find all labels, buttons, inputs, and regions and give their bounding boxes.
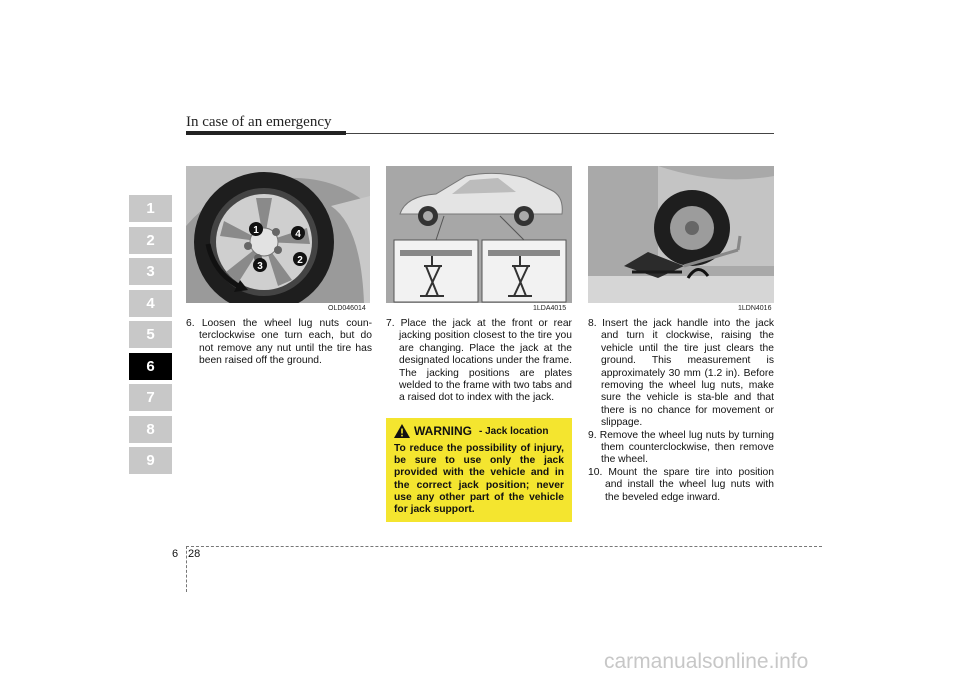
chapter-tab-5[interactable]: 5: [129, 321, 172, 348]
figure-code-2: 1LDA4015: [533, 305, 567, 312]
jack-handle-photo: [588, 166, 774, 303]
step-7: 7. Place the jack at the front or rear jacking position closest to the tire you are changing. Place the jack at the designated locations under the frame. The jacking positions are plates welded to the frame with two tabs and a raised dot to index with the jack.: [386, 318, 572, 404]
column-2: [386, 318, 572, 405]
step-8: 8. Insert the jack handle into the jack and turn it clockwise, raising the vehicle until the tire just clears the ground. This measurement is approximately 30 mm (1.2 in). Before removing the wheel lug nuts, make sure the vehicle is sta-ble and that there is no chance for movement or slippage.: [588, 318, 774, 429]
column-3: [588, 318, 774, 504]
callout-1: [249, 222, 263, 236]
chapter-tab-8[interactable]: 8: [129, 416, 172, 443]
footer-rule: [186, 546, 822, 547]
callout-2: [293, 252, 307, 266]
figure-code-1: OLD046014: [328, 305, 366, 312]
footer-vertical-rule: [186, 546, 187, 592]
svg-text:3: 3: [257, 261, 263, 272]
warning-title: WARNING: [414, 424, 472, 438]
running-header: In case of an emergency: [186, 114, 332, 130]
chapter-tab-6[interactable]: 6: [129, 353, 172, 380]
chapter-tab-4[interactable]: 4: [129, 290, 172, 317]
wheel-lug-nut-photo: [186, 166, 370, 303]
svg-text:1: 1: [253, 225, 259, 236]
svg-text:4: 4: [295, 229, 301, 240]
footer-chapter-number: 6: [172, 548, 179, 560]
jack-position-diagram: [386, 166, 572, 303]
chapter-tab-7[interactable]: 7: [129, 384, 172, 411]
chapter-tab-9[interactable]: 9: [129, 447, 172, 474]
step-6: 6. Loosen the wheel lug nuts coun-terclockwise one turn each, but do not remove any nut until the tire has been raised off the ground.: [186, 318, 372, 367]
callout-3: [253, 258, 267, 272]
header-rule-thick: [186, 131, 346, 135]
callout-4: [291, 226, 305, 240]
column-1: [186, 318, 372, 368]
warning-text: To reduce the possibility of injury, be sure to use only the jack provided with the vehicle and in the correct jack position; never use any other part of the vehicle for jack support.: [394, 443, 564, 516]
chapter-tab-1[interactable]: 1: [129, 195, 172, 222]
chapter-tabs: [129, 195, 172, 479]
watermark: carmanualsonline.info: [604, 650, 809, 673]
chapter-tab-3[interactable]: 3: [129, 258, 172, 285]
footer-page-number: 28: [188, 548, 201, 560]
chapter-tab-2[interactable]: 2: [129, 227, 172, 254]
svg-text:2: 2: [297, 255, 303, 266]
warning-triangle-icon: [394, 424, 410, 438]
step-10: 10. Mount the spare tire into position and install the wheel lug nuts with the beveled edge inward.: [588, 466, 774, 503]
figure-code-3: 1LDN4016: [738, 305, 772, 312]
warning-box: [386, 418, 572, 522]
step-9: 9. Remove the wheel lug nuts by turning them counterclockwise, then remove the wheel.: [588, 429, 774, 466]
warning-subtitle: - Jack location: [479, 425, 549, 437]
header-rule-thin: [346, 133, 774, 134]
